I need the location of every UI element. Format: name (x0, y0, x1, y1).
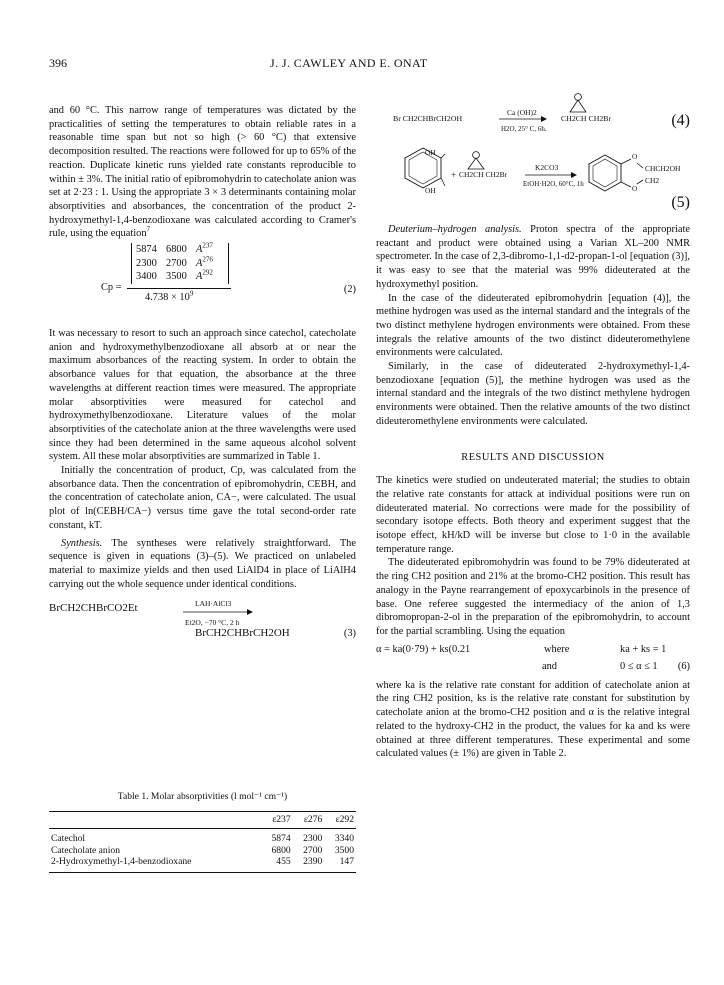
eq5-base: K2CO3 (535, 163, 559, 172)
table-cell: 2700 (303, 844, 323, 856)
equation-number: (4) (671, 112, 690, 129)
eq3-conditions: Et2O, −70 °C, 2 h (185, 618, 240, 628)
matrix-cell: 3500 (166, 271, 187, 283)
paragraph-method-text: and 60 °C. This narrow range of temperatures was dictated by the practicalities of setting the temperatures to obtain reliable rates in a reasonable time span but not so high (> 60 °C) that extensive decomposition resulted. The reactions were followed for up to 65% of the reaction. Duplicate kinetic runs yielded rate constants reproducible to within ± 3%. The initial ratio of epibromohydrin to catecholate anion was set at 2·23 : 1. Using the appropriate 3 × 3 determinants containing molar absorptivities and absorbances, the concentration of the product 2-hydroxymethyl-1,4-benzodioxane was calculated according to Cramer's rule, using the equation (49, 105, 356, 240)
right-column (376, 223, 690, 761)
determinant-row (136, 270, 224, 284)
plus-sign: + (451, 170, 457, 180)
reaction-arrow (499, 115, 547, 123)
eq6-condition-range: 0 ≤ α ≤ 1 (620, 660, 658, 672)
matrix-cell: A (196, 271, 203, 283)
wavelength-sup: 292 (202, 268, 213, 277)
table-header-row (49, 812, 356, 828)
synthesis-label: Synthesis. (61, 537, 103, 549)
matrix-cell: 2300 (136, 257, 157, 269)
table-cell: 5874 (271, 833, 291, 844)
table-cell: 455 (276, 856, 291, 867)
eq5-product-chch2oh: CHCH2OH (645, 164, 681, 173)
matrix-cell: A (196, 257, 203, 269)
page-number: 396 (49, 56, 67, 70)
table-cell: 2300 (303, 833, 323, 844)
table-cell: 2390 (303, 856, 323, 867)
eq2-lhs: Cp = (101, 282, 122, 294)
fraction-bar (127, 288, 231, 289)
eq6-and: and (542, 660, 558, 672)
catechol-oh-bottom: OH (425, 186, 436, 195)
equation-number: (3) (343, 628, 356, 640)
table-rule-bottom (49, 872, 356, 873)
eq2-denominator-text: 4.738 × 10 (145, 292, 190, 304)
paragraph-kinetics: The kinetics were studied on undeuterated material; the studies to obtain the relative rate constants for attack at individual positions were run on dideuterated material. No corrections were made for the possibility of secondary isotope effects. Both theory and experiment suggest that the isotope effect, kH/kD will be inverse but close to 1·0 in the available temperature range. (376, 475, 690, 555)
equation-6 (376, 643, 690, 677)
paragraph-epibromohydrin: In the case of the dideuterated epibromohydrin [equation (4)], the methine hydrogen was used as the internal standard and the integrals of the two distinct methylene hydrogen environments were obtained. From these integrals the relative amounts of the two distinct dideuteromethylene environments were calculated. (376, 292, 690, 359)
table-cell: 3500 (334, 844, 354, 856)
table-cell: 2-Hydroxymethyl-1,4-benzodioxane (51, 856, 192, 867)
matrix-cell: 3400 (136, 271, 157, 283)
eq5-conditions: EtOH·H2O, 60°C, 1h (523, 180, 584, 188)
section-heading: RESULTS AND DISCUSSION (461, 451, 605, 463)
table-rule-mid (49, 828, 356, 829)
catechol-structure-icon (393, 146, 449, 204)
table-1 (49, 791, 356, 873)
benzodioxane-o-bottom: O (632, 184, 638, 193)
epoxide-ring-icon (566, 91, 590, 113)
benzodioxane-structure-icon (585, 150, 655, 200)
table-caption: Table 1. Molar absorptivities (l mol⁻¹ cm⁻¹) (117, 791, 288, 802)
table-header: ε292 (335, 814, 354, 826)
catechol-oh-top: OH (425, 148, 436, 157)
eq3-reagent: LAH·AlCl3 (195, 599, 232, 609)
benzodioxane-o-top: O (632, 152, 638, 161)
equation-3 (49, 597, 356, 639)
paragraph-deuterium (376, 223, 690, 292)
table-cell: 147 (339, 856, 354, 867)
matrix-cell: 6800 (166, 244, 187, 256)
eq2-determinant (131, 243, 229, 284)
matrix-cell: 2700 (166, 257, 187, 269)
paragraph-scrambling: The dideuterated epibromohydrin was found to be 79% dideuterated at the ring CH2 position and 21% at the bromo-CH2 position. This result has analogy in the Payne rearrangement of epoxycarbinols in the presence of base. One referee suggested the intermediacy of the anion of 1,3 dibromopropan-2-ol in the preparation of the epibromohydrin, to account for the partial scrambling. Using the equation (376, 557, 690, 637)
reaction-arrow (183, 608, 253, 616)
table-header: ε237 (272, 814, 291, 826)
deuterium-label: Deuterium–hydrogen analysis. (388, 224, 522, 235)
table-header-blank (49, 812, 261, 828)
equation-5 (393, 146, 690, 211)
table-row (49, 845, 356, 857)
paragraph-rate-constants: where ka is the relative rate constant for addition of catecholate anion at the ring CH2 position, ks is the relative rate constant for substitution by catecholate anion at the bromo-CH2 position and α is the relative integral related to the hydroxy-CH2 in the product, the values for ka and ks were obtained at three different temperatures. These experimental and some calculated values (± 1%) are given in Table 2. (376, 679, 690, 760)
reaction-arrow (525, 171, 577, 179)
eq6-condition-sum: ka + ks = 1 (620, 643, 667, 655)
eq3-reactant: BrCH2CHBrCO2Et (49, 602, 138, 615)
paragraph-synthesis (49, 537, 356, 592)
synthesis-text: The syntheses were relatively straightforward. The sequence is given in equations (3)–(5). We practiced on unlabeled material to maximize yields and then used LiAlD4 in place of LiAlH4 carrying out the whole sequence under identical conditions. (49, 537, 356, 590)
table-cell: 3340 (334, 833, 354, 844)
eq4-product: CH2CH CH2Br (561, 114, 612, 123)
equation-4 (393, 88, 690, 140)
eq5-reagent: CH2CH CH2Br (459, 170, 508, 179)
paragraph-concentration: Initially the concentration of product, Cp, was calculated from the absorbance data. Then the concentration of epibromohydrin, CEBH, and the concentration of catecholate anion, CA−, were calculated. The usual plot of ln(CEBH/CA−) versus time gave the total second-order rate constant, kT. (49, 465, 356, 531)
table-header: ε276 (303, 814, 323, 826)
eq4-reactant: Br CH2CHBrCH2OH (393, 114, 463, 123)
eq4-conditions: H2O, 25° C, 6h. (501, 125, 547, 133)
absorptivity-table (49, 812, 356, 828)
matrix-cell: 5874 (136, 244, 157, 256)
table-cell: 6800 (271, 844, 291, 856)
reference-mark: 7 (146, 225, 151, 234)
table-row (49, 856, 356, 868)
eq5-product-ch2: CH2 (645, 176, 660, 185)
paragraph-benzodioxane: Similarly, in the case of dideuterated 2-hydroxymethyl-1,4-benzodioxane [equation (5)], the methine hydrogen was used as the internal standard and the integrals of the two distinct methylene hydrogen environments were obtained. Then the relative amounts of the two distinct dideuteromethylene environments were calculated. (376, 361, 690, 427)
wavelength-sup: 276 (202, 255, 213, 264)
matrix-cell: A (196, 244, 203, 256)
running-header: J. J. CAWLEY AND E. ONAT (270, 56, 428, 70)
eq4-reagent: Ca (OH)2 (507, 108, 537, 117)
table-cell: Catechol (51, 833, 86, 844)
table-cell: Catecholate anion (51, 844, 120, 856)
equation-number: (2) (343, 284, 356, 296)
table-row (49, 833, 356, 845)
paragraph-absorbance: It was necessary to resort to such an approach since catechol, catecholate anion and hydroxymethylbenzodioxane all absorb at or near the maximum absorbances of the reacting system. In order to obtain the absorbance values for that equation, the absorbance at the three wavelengths at different reaction times were measured. The appropriate molar absorptivities were measured for catechol and hydroxymethylbenzodioxane. Literature values of the molar absorptivities of the catecholate anion at the three wavelengths were used since they had been determined in the same aqueous alcohol solvent system. All these molar absorptivities are summarized in Table 1. (49, 328, 356, 463)
eq2-denominator (145, 291, 193, 305)
paragraph-method (49, 104, 356, 241)
epoxide-ring-icon (464, 150, 488, 170)
wavelength-sup: 237 (202, 241, 213, 250)
absorptivity-table-body (49, 833, 356, 868)
eq6-where: where (544, 643, 570, 655)
left-column (49, 104, 356, 639)
equation-number: (6) (677, 660, 690, 672)
eq2-exponent: 9 (189, 289, 194, 298)
eq6-lhs: α = ka(0·79) + ks(0.21 (376, 643, 471, 655)
equation-number: (5) (671, 194, 690, 211)
eq3-product: BrCH2CHBrCH2OH (195, 627, 290, 640)
deuterium-text: Proton spectra of the appropriate reactant and product were obtained using a Varian XL–200 NMR spectrometer. In the case of 2,3-dibromo-1,1-d2-propan-1-ol [equation (3)], it was easy to see that the material was 99% dideuterated at the hydroxymethyl position. (376, 224, 690, 290)
equation-2 (49, 243, 356, 323)
